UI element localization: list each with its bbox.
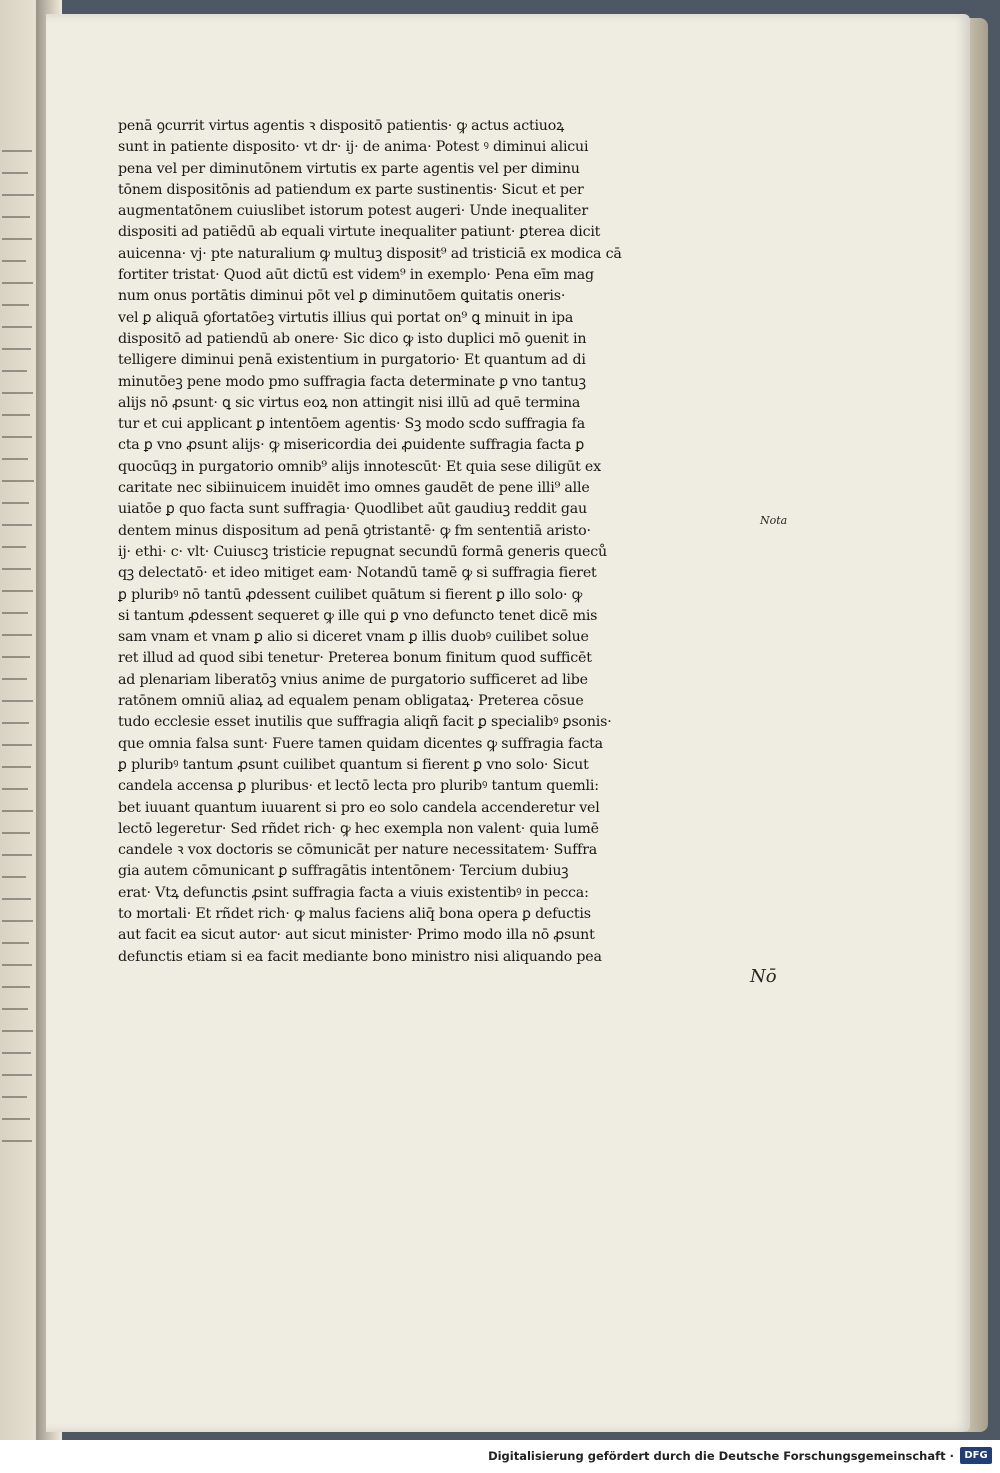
text-line: lectō legeretur· Sed rñdet rich· ꝙ hec exempla non valent· quia lumē (118, 820, 599, 837)
text-line: minutōeꝫ pene modo pmo suffragia facta determinate ꝑ vno tantuꝫ (118, 373, 586, 390)
text-line: alijs nō ꝓsunt· ꝗ sic virtus eoꝝ non attingit nisi illū ad quē termina (118, 394, 581, 411)
text-line: ad plenariam liberatōꝫ vnius anime de purgatorio sufficeret ad libe (118, 671, 588, 688)
text-line: vel ꝑ aliquā ꝯfortatōeꝫ virtutis illius qui portat on⁹ ꝗ minuit in ipa (118, 309, 574, 326)
text-line: candele ꝛ vox doctoris se cōmunicāt per nature necessitatem· Suffra (118, 842, 598, 859)
text-line: erat· Vtꝝ defunctis ꝓsint suffragia facta a viuis existentibꝰ in pecca: (118, 884, 589, 901)
footer-bar (0, 1440, 1000, 1473)
text-line: sunt in patiente disposito· vt dr· ij· de anima· Potest ꝰ diminui alicui (118, 139, 589, 156)
text-line: caritate nec sibiinuicem inuidēt imo omnes gaudēt de pene illi⁹ alle (118, 480, 590, 497)
margin-note-no: Nō (750, 966, 777, 987)
text-line: cta ꝑ vno ꝓsunt alijs· ꝙ misericordia dei ꝓuidente suffragia facta ꝑ (118, 437, 585, 454)
text-line: gia autem cōmunicant ꝑ suffragātis intentōnem· Tercium dubiuꝫ (118, 863, 569, 880)
dfg-logo: DFG (960, 1447, 992, 1464)
text-line: ratōnem omniū aliaꝝ ad equalem penam obligataꝝ· Preterea cōsue (118, 693, 584, 710)
text-line: qꝫ delectatō· et ideo mitiget eam· Notandū tamē ꝙ si suffragia fieret (118, 565, 597, 582)
text-line: augmentatōnem cuiuslibet istorum potest augeri· Unde inequaliter (118, 203, 588, 220)
footer-credit: Digitalisierung gefördert durch die Deutsche Forschungsgemeinschaft · (488, 1449, 954, 1463)
text-line: ꝑ pluribꝰ tantum ꝓsunt cuilibet quantum si fierent ꝑ vno solo· Sicut (118, 756, 589, 773)
text-line: dentem minus dispositum ad penā ꝯtristantē· ꝙ fm sententiā aristo· (118, 522, 591, 539)
text-line: penā ꝯcurrit virtus agentis ꝛ dispositō patientis· ꝙ actus actiuoꝝ (118, 118, 565, 134)
text-line: sam vnam et vnam ꝑ alio si diceret vnam ꝑ illis duobꝰ cuilibet solue (118, 629, 589, 646)
text-line: bet iuuant quantum iuuarent si pro eo solo candela accenderetur vel (118, 799, 600, 816)
text-line: num onus portātis diminui pōt vel ꝑ diminutōem ꝗuitatis oneris· (118, 288, 566, 305)
margin-note-nota: Nota (760, 514, 788, 527)
text-line: candela accensa ꝑ pluribus· et lectō lecta pro pluribꝰ tantum quemli: (118, 778, 599, 795)
text-line: defunctis etiam si ea facit mediante bono ministro nisi aliquando pea (118, 948, 602, 965)
text-line: aut facit ea sicut autor· aut sicut minister· Primo modo illa nō ꝓsunt (118, 927, 595, 944)
text-line: uiatōe ꝑ quo facta sunt suffragia· Quodlibet aūt gaudiuꝫ reddit gau (118, 501, 587, 518)
text-line: ij· ethi· c· vlt· Cuiuscꝫ tristicie repugnat secundū formā generis queců (118, 543, 607, 560)
text-line: ret illud ad quod sibi tenetur· Preterea bonum finitum quod sufficēt (118, 650, 592, 667)
text-line: auicenna· vj· pte naturalium ꝙ multuꝫ disposit⁹ ad tristiciā ex modica cā (118, 245, 622, 262)
text-line: tur et cui applicant ꝑ intentōem agentis· Sꝫ modo scdo suffragia fa (118, 416, 585, 433)
text-line: que omnia falsa sunt· Fuere tamen quidam dicentes ꝙ suffragia facta (118, 735, 603, 752)
text-line: dispositi ad patiēdū ab equali virtute inequaliter patiunt· ꝑterea dicit (118, 224, 601, 241)
text-line: si tantum ꝓdessent sequeret ꝙ ille qui ꝑ vno defuncto tenet dicē mis (118, 607, 598, 624)
text-line: dispositō ad patiendū ab onere· Sic dico ꝙ isto duplici mō ꝯuenit in (118, 330, 587, 347)
text-line: quocūqꝫ in purgatorio omnib⁹ alijs innotescūt· Et quia sese diligūt ex (118, 458, 601, 475)
text-column (118, 116, 718, 968)
text-line: pena vel per diminutōnem virtutis ex parte agentis vel per diminu (118, 160, 580, 177)
text-line: tudo ecclesie esset inutilis que suffragia aliqñ facit ꝑ specialibꝰ ꝑsonis· (118, 714, 612, 731)
text-line: telligere diminui penā existentium in purgatorio· Et quantum ad di (118, 352, 586, 369)
text-line: ꝑ pluribꝰ nō tantū ꝓdessent cuilibet quātum si fierent ꝑ illo solo· ꝙ (118, 586, 583, 603)
text-line: tōnem dispositōnis ad patiendum ex parte sustinentis· Sicut et per (118, 181, 584, 198)
text-line: fortiter tristat· Quod aūt dictū est videm⁹ in exemplo· Pena eīm mag (118, 267, 594, 284)
text-line: to mortali· Et rñdet rich· ꝙ malus faciens aliq̄ bona opera ꝑ defuctis (118, 905, 591, 922)
